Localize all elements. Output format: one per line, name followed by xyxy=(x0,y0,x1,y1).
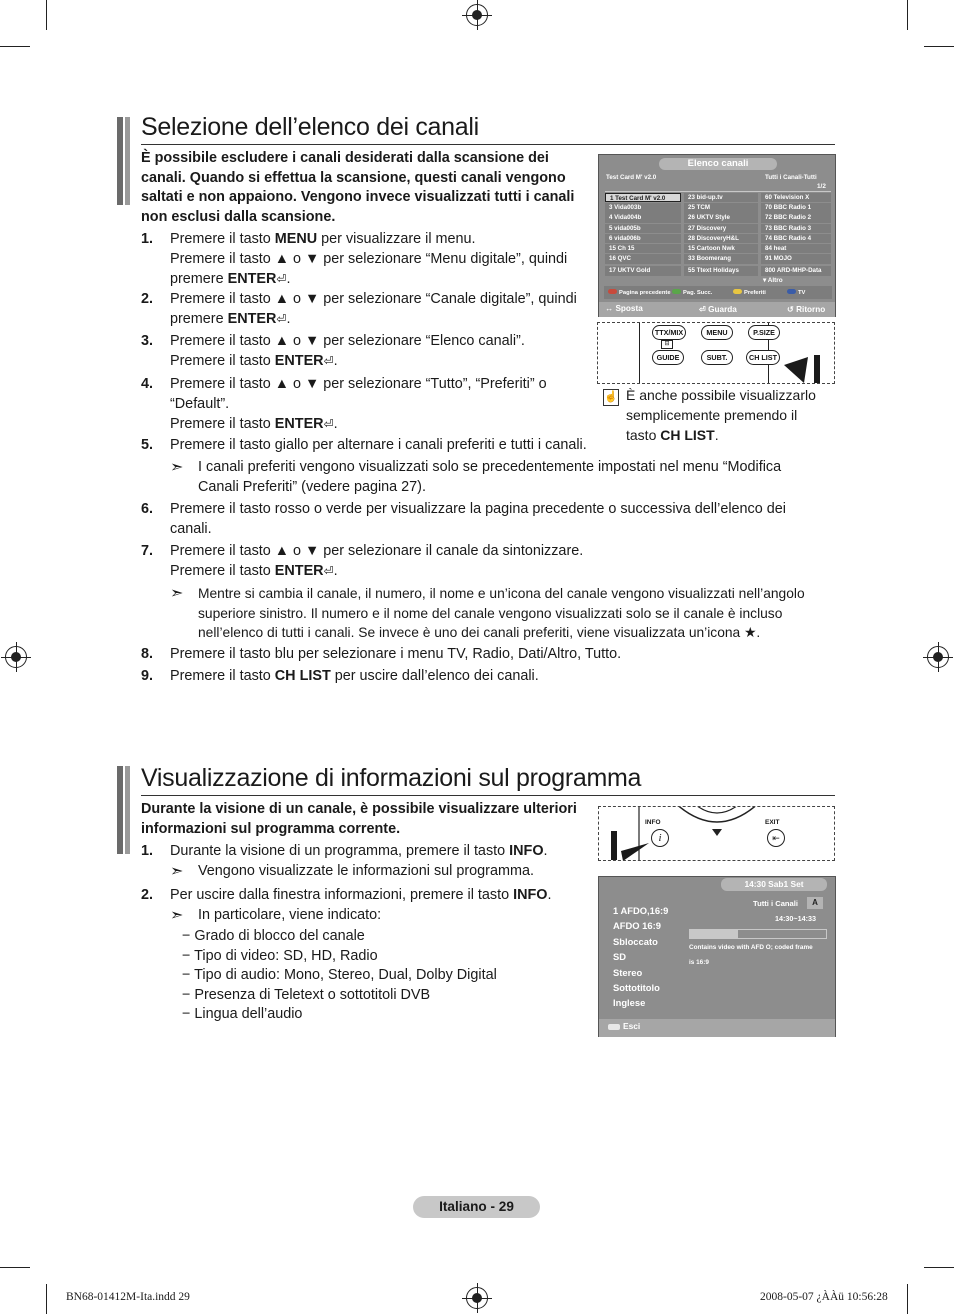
channel-item[interactable]: 4 Vida004b xyxy=(605,213,681,222)
info-line: Sbloccato xyxy=(613,935,658,947)
channel-item[interactable]: 91 MOJO xyxy=(761,254,831,263)
info-line: SD xyxy=(613,951,627,963)
file-slug: BN68-01412M-Ita.indd 29 xyxy=(66,1291,190,1303)
channel-list-screen xyxy=(598,154,836,317)
step-number: 5. xyxy=(141,437,154,453)
channel-item[interactable]: 72 BBC Radio 2 xyxy=(761,213,831,222)
step-text: Premere il tasto ▲ o ▼ per selezionare “Elenco canali”. Premere il tasto ENTER⏎. xyxy=(170,333,525,369)
crop-mark xyxy=(924,1267,954,1268)
step-number: 4. xyxy=(141,376,154,392)
note-arrow-icon: ➣ xyxy=(170,459,184,476)
program-info-screen xyxy=(598,876,836,1037)
detail-item: − Grado di blocco del canale xyxy=(182,928,365,944)
list-filter: Tutti i Canali-Tutti xyxy=(765,174,817,181)
registration-mark xyxy=(466,1287,488,1309)
program-time: 14:30~14:33 xyxy=(775,914,816,923)
step-number: 3. xyxy=(141,333,154,349)
psize-button[interactable]: P.SIZE xyxy=(748,325,780,340)
note-arrow-icon: ➣ xyxy=(170,863,184,880)
section-intro: È possibile escludere i canali desiderati dalla scansione dei canali. Quando si effettua la scansione, questi canali vengono saltati e non appaiono. Vengono invece visualizzati tutti i canali non esclusi dalla scansione. xyxy=(141,150,575,225)
pointing-hand-icon xyxy=(607,829,657,861)
detail-item: − Presenza di Teletext o sottotitoli DVB xyxy=(182,986,431,1003)
ttx-mix-button[interactable]: TTX/MIX xyxy=(652,325,686,340)
hand-note-icon: ☝ xyxy=(603,389,619,406)
channel-item[interactable]: 25 TCM xyxy=(684,203,758,212)
exit-key-icon xyxy=(608,1024,620,1030)
detail-item: − Lingua dell’audio xyxy=(182,1006,303,1023)
nav-watch: ⏎ Guarda xyxy=(699,305,737,314)
step-number: 1. xyxy=(141,843,154,859)
remote-illustration-info xyxy=(598,806,835,861)
channel-item[interactable]: 84 heat xyxy=(761,244,831,253)
channel-item[interactable]: 1 Test Card M' v2.0 xyxy=(605,193,681,202)
channel-item[interactable]: 23 bid-up.tv xyxy=(684,193,758,202)
crop-mark xyxy=(924,46,954,47)
step-number: 1. xyxy=(141,231,154,247)
registration-mark xyxy=(466,4,488,26)
channel-list-name: Tutti i Canali xyxy=(753,899,798,908)
step-text: Durante la visione di un programma, premere il tasto INFO. xyxy=(170,843,548,859)
teletext-icon: ⊟ xyxy=(661,340,673,349)
green-key-icon xyxy=(672,289,681,294)
channel-item[interactable]: 5 vida005b xyxy=(605,224,681,233)
subt-button[interactable]: SUBT. xyxy=(701,350,733,365)
step-text: Per uscire dalla finestra informazioni, premere il tasto INFO. xyxy=(170,887,552,903)
info-line: 1 AFDO,16:9 xyxy=(613,905,669,916)
yellow-key-icon xyxy=(733,289,742,294)
section-bar xyxy=(117,117,131,205)
nav-move: ↔ Sposta xyxy=(605,304,643,313)
section-bar xyxy=(117,766,131,854)
page-indicator: 1/2 xyxy=(817,183,826,190)
red-key-icon xyxy=(608,289,617,294)
crop-mark xyxy=(46,0,47,30)
exit-hint: Esci xyxy=(623,1021,641,1031)
guide-button[interactable]: GUIDE xyxy=(652,350,684,365)
blue-key-icon xyxy=(787,289,796,294)
step-text: Premere il tasto ▲ o ▼ per selezionare il canale da sintonizzare. Premere il tasto ENTER⏎. xyxy=(170,543,584,579)
section-rule xyxy=(141,795,835,796)
channel-item[interactable]: 27 Discovery xyxy=(684,224,758,233)
channel-item[interactable]: 17 UKTV Gold xyxy=(605,266,681,275)
remote-illustration-chlist xyxy=(597,322,835,384)
page-number: Italiano - 29 xyxy=(413,1196,540,1218)
crop-mark xyxy=(0,46,30,47)
channel-item[interactable]: 6 vida006b xyxy=(605,234,681,243)
ch-list-button[interactable]: CH LIST xyxy=(746,350,780,365)
detail-item: − Tipo di video: SD, HD, Radio xyxy=(182,947,378,964)
step-number: 6. xyxy=(141,501,154,517)
registration-mark xyxy=(927,646,949,668)
note-arrow-icon: ➣ xyxy=(170,585,184,602)
step-number: 2. xyxy=(141,291,154,307)
crop-mark xyxy=(907,0,908,30)
key-favourites: Preferiti xyxy=(733,289,766,296)
step-text: Premere il tasto rosso o verde per visualizzare la pagina precedente o successiva dell’elenco dei canali. xyxy=(170,501,786,537)
info-button[interactable]: i xyxy=(651,829,669,847)
step-number: 7. xyxy=(141,543,154,559)
channel-item[interactable]: 26 UKTV Style xyxy=(684,213,758,222)
print-timestamp: 2008-05-07 ¿ÀÀü 10:56:28 xyxy=(760,1291,888,1303)
key-next-page: Pag. Succ. xyxy=(672,289,712,296)
section-intro: Durante la visione di un canale, è possibile visualizzare ulteriori informazioni sul programma corrente. xyxy=(141,801,577,837)
nav-return: ↺ Ritorno xyxy=(787,305,826,314)
detail-item: − Tipo di audio: Mono, Stereo, Dual, Dolby Digital xyxy=(182,967,497,984)
step-number: 9. xyxy=(141,668,154,684)
key-tv: TV xyxy=(787,289,805,296)
channel-item[interactable]: 15 Ch 15 xyxy=(605,244,681,253)
pointing-hand-icon xyxy=(782,353,832,384)
step-number: 2. xyxy=(141,887,154,903)
key-prev-page: Pagina precedente xyxy=(608,289,671,296)
screen-title: Elenco canali xyxy=(687,158,749,169)
more-item: ▾ Altro xyxy=(763,277,783,284)
step-number: 8. xyxy=(141,646,154,662)
step-text: Premere il tasto blu per selezionare i menu TV, Radio, Dati/Altro, Tutto. xyxy=(170,646,622,662)
note-arrow-icon: ➣ xyxy=(170,907,184,924)
channel-item[interactable]: 28 DiscoveryH&L xyxy=(684,234,758,243)
channel-item[interactable]: 16 QVC xyxy=(605,254,681,263)
step-text: Premere il tasto ▲ o ▼ per selezionare “Tutto”, “Preferiti” o “Default”. Premere il tasto ENTER⏎. xyxy=(170,376,547,432)
screen-clock: 14:30 Sab1 Set xyxy=(744,879,804,889)
crop-mark xyxy=(0,1267,30,1268)
channel-item[interactable]: 33 Boomerang xyxy=(684,254,758,263)
exit-button[interactable]: ⇤ xyxy=(767,829,785,847)
step-text: Premere il tasto giallo per alternare i canali preferiti e tutti i canali. xyxy=(170,437,587,453)
info-line: Stereo xyxy=(613,966,643,978)
info-label: INFO xyxy=(645,819,661,826)
program-description: Contains video with AFD O; coded frame xyxy=(689,944,813,951)
step-text: Premere il tasto ▲ o ▼ per selezionare “Canale digitale”, quindi premere ENTER⏎. xyxy=(170,291,577,327)
crop-mark xyxy=(46,1284,47,1314)
section-title: Selezione dell’elenco dei canali xyxy=(141,113,479,141)
channel-item[interactable]: 3 Vida003b xyxy=(605,203,681,212)
current-channel: Test Card M' v2.0 xyxy=(606,174,657,181)
side-note: È anche possibile visualizzarlo semplicemente premendo il tasto CH LIST. xyxy=(626,387,816,443)
info-line: Inglese xyxy=(613,997,646,1009)
channel-item[interactable]: 60 Television X xyxy=(761,193,831,202)
channel-item[interactable]: 55 Ttext Holidays xyxy=(684,266,758,275)
section-rule xyxy=(141,144,835,145)
info-line: Sottotitolo xyxy=(613,982,660,993)
channel-item[interactable]: 73 BBC Radio 3 xyxy=(761,224,831,233)
step-text: Premere il tasto CH LIST per uscire dall’elenco dei canali. xyxy=(170,668,539,684)
channel-item[interactable]: 800 ARD-MHP-Data xyxy=(761,266,831,275)
exit-label: EXIT xyxy=(765,819,780,826)
registration-mark xyxy=(5,646,27,668)
step-text: Premere il tasto MENU per visualizzare il menu. Premere il tasto ▲ o ▼ per selezionare “Menu digitale”, quindi premere ENTER⏎. xyxy=(170,231,568,287)
section-title: Visualizzazione di informazioni sul programma xyxy=(141,764,642,792)
channel-item[interactable]: 15 Cartoon Nwk xyxy=(684,244,758,253)
info-line: AFDO 16:9 xyxy=(613,920,661,932)
program-description: is 16:9 xyxy=(689,959,709,966)
menu-button[interactable]: MENU xyxy=(701,325,733,340)
progress-bar xyxy=(689,929,827,939)
channel-item[interactable]: 74 BBC Radio 4 xyxy=(761,234,831,243)
channel-item[interactable]: 70 BBC Radio 1 xyxy=(761,203,831,212)
channel-badge: A xyxy=(807,897,823,909)
crop-mark xyxy=(907,1284,908,1314)
